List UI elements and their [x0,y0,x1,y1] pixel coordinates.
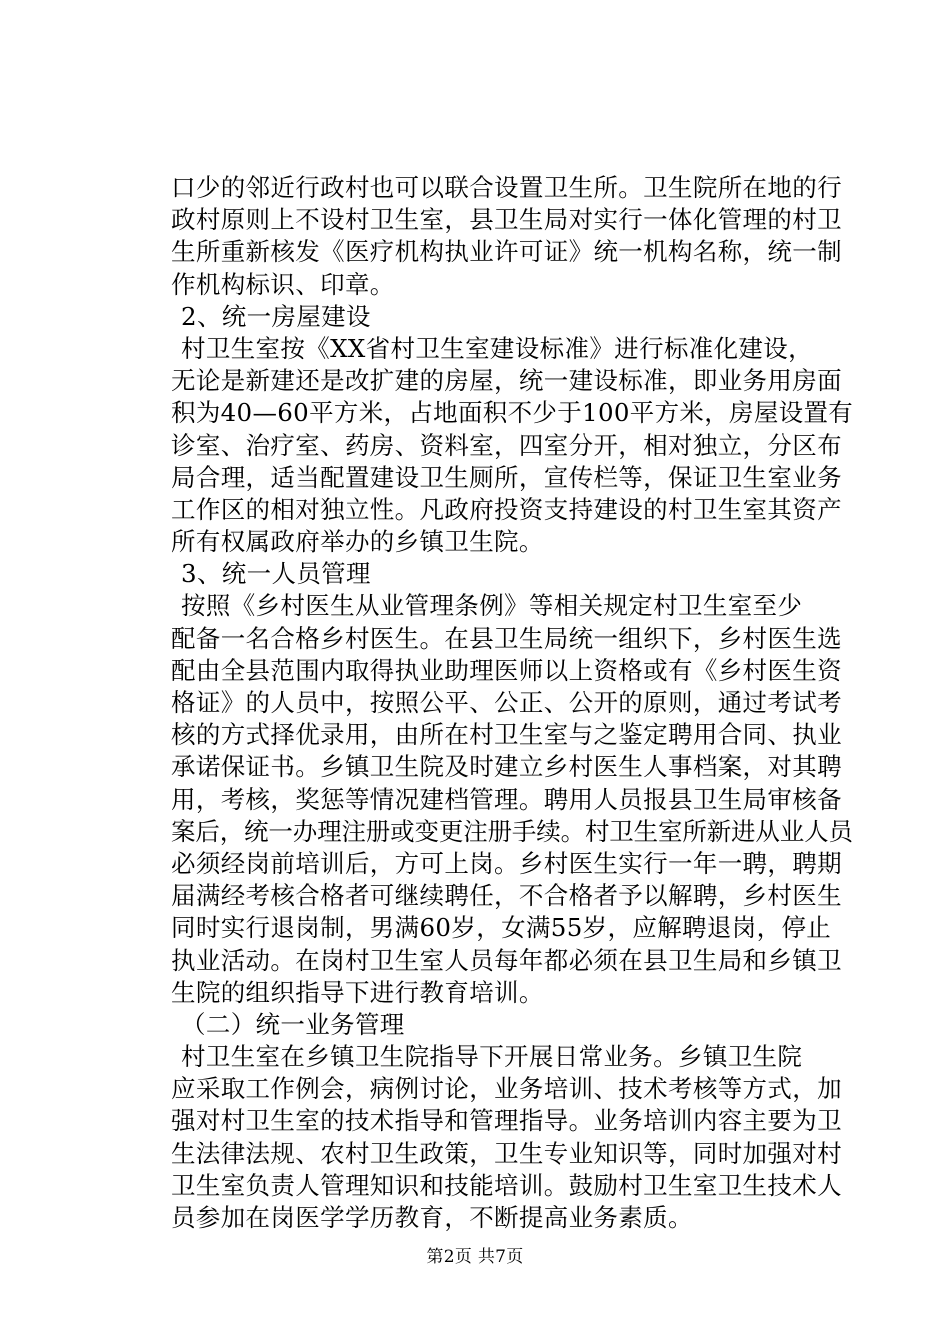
page-footer: 第2页 共7页 [426,1247,524,1267]
document-body [171,172,854,1234]
text-line: 用，考核，奖惩等情况建档管理。聘用人员报县卫生局审核备 [171,784,842,814]
section-heading: （二）统一业务管理 [181,1009,405,1039]
text-line: 工作区的相对独立性。凡政府投资支持建设的村卫生室其资产 [171,494,842,524]
text-line: 核的方式择优录用，由所在村卫生室与之鉴定聘用合同、执业 [171,720,842,750]
text-line: 生所重新核发《医疗机构执业许可证》统一机构名称，统一制 [171,237,842,267]
text-line: 卫生室负责人管理知识和技能培训。鼓励村卫生室卫生技术人 [171,1170,842,1200]
text-line: 按照《乡村医生从业管理条例》等相关规定村卫生室至少 [181,591,803,621]
text-line: 承诺保证书。乡镇卫生院及时建立乡村医生人事档案，对其聘 [171,752,842,782]
text-line: 积为40—60平方米，占地面积不少于100平方米，房屋设置有 [171,398,854,428]
text-line: 生法律法规、农村卫生政策，卫生专业知识等，同时加强对村 [171,1138,842,1168]
text-line: 村卫生室按《XX省村卫生室建设标准》进行标准化建设， [181,333,813,363]
text-line: 格证》的人员中，按照公平、公正、公开的原则，通过考试考 [171,688,842,717]
text-line: 同时实行退岗制，男满60岁，女满55岁，应解聘退岗，停止 [171,913,832,943]
text-line: 案后，统一办理注册或变更注册手续。村卫生室所新进从业人员 [171,816,853,846]
text-line: 生院的组织指导下进行教育培训。 [171,977,544,1007]
text-line: 所有权属政府举办的乡镇卫生院。 [171,527,544,557]
text-line: 作机构标识、印章。 [171,269,395,299]
text-line: 员参加在岗医学学历教育，不断提高业务素质。 [171,1203,693,1232]
section-heading: 3、统一人员管理 [181,559,371,589]
text-line: 政村原则上不设村卫生室，县卫生局对实行一体化管理的村卫 [171,205,842,235]
text-line: 应采取工作例会，病例讨论，业务培训、技术考核等方式，加 [171,1074,842,1104]
text-line: 配备一名合格乡村医生。在县卫生局统一组织下，乡村医生选 [171,623,842,653]
text-line: 届满经考核合格者可继续聘任，不合格者予以解聘，乡村医生 [171,881,842,911]
text-line: 必须经岗前培训后，方可上岗。乡村医生实行一年一聘，聘期 [171,848,842,878]
text-line: 局合理，适当配置建设卫生厕所，宣传栏等，保证卫生室业务 [171,462,842,492]
text-line: 强对村卫生室的技术指导和管理指导。业务培训内容主要为卫 [171,1106,842,1136]
section-heading: 2、统一房屋建设 [181,301,371,331]
text-line: 村卫生室在乡镇卫生院指导下开展日常业务。乡镇卫生院 [181,1042,803,1072]
text-line: 无论是新建还是改扩建的房屋，统一建设标准，即业务用房面 [171,366,842,396]
text-line: 执业活动。在岗村卫生室人员每年都必须在县卫生局和乡镇卫 [171,945,842,975]
text-line: 口少的邻近行政村也可以联合设置卫生所。卫生院所在地的行 [171,173,842,202]
text-line: 配由全县范围内取得执业助理医师以上资格或有《乡村医生资 [171,655,842,685]
text-line: 诊室、治疗室、药房、资料室，四室分开，相对独立，分区布 [171,430,842,460]
